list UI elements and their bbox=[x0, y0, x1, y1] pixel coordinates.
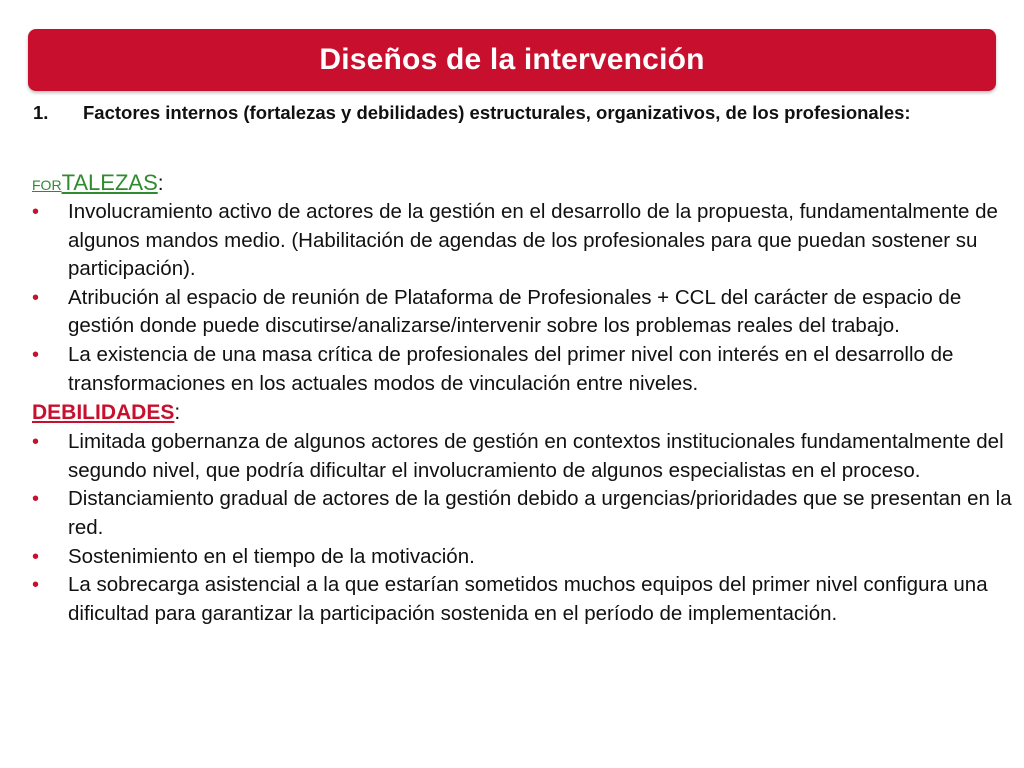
bullet-icon: • bbox=[32, 201, 40, 223]
heading-text: Factores internos (fortalezas y debilidades) estructurales, organizativos, de los profesionales: bbox=[83, 102, 911, 123]
debilidades-item-2 bbox=[32, 485, 1012, 542]
debilidades-title bbox=[32, 398, 1012, 428]
debilidades-item-3 bbox=[32, 543, 1012, 572]
debilidades-item-text: Distanciamiento gradual de actores de la gestión debido a urgencias/prioridades que se presentan en la red. bbox=[68, 487, 1012, 539]
debilidades-label: DEBILIDADES bbox=[32, 401, 175, 425]
bullet-icon: • bbox=[32, 286, 40, 309]
bullet-icon: • bbox=[32, 488, 40, 511]
fortalezas-label-big: TALEZAS bbox=[61, 170, 158, 195]
slide-title: Diseños de la intervención bbox=[319, 43, 705, 76]
title-banner bbox=[28, 29, 996, 91]
bullet-icon: • bbox=[32, 574, 40, 597]
fortalezas-item-2 bbox=[32, 284, 1012, 341]
bullet-icon: • bbox=[32, 431, 40, 454]
slide-content bbox=[32, 168, 1012, 628]
fortalezas-item-3 bbox=[32, 341, 1012, 398]
debilidades-item-4 bbox=[32, 571, 1012, 628]
heading-number: 1. bbox=[33, 102, 49, 123]
debilidades-item-text: Limitada gobernanza de algunos actores de gestión en contextos institucionales fundamentalmente del segundo nivel, que podría dificultar el involucramiento de algunos especialistas en el proceso. bbox=[68, 430, 1004, 482]
fortalezas-item-1 bbox=[32, 198, 1012, 284]
fortalezas-item-text: La existencia de una masa crítica de profesionales del primer nivel con interés en el desarrollo de transformaciones en los actuales modos de vinculación entre niveles. bbox=[68, 342, 954, 395]
fortalezas-colon: : bbox=[157, 172, 164, 195]
fortalezas-item-text: Atribución al espacio de reunión de Plataforma de Profesionales + CCL del carácter de espacio de gestión donde puede discutirse/analizarse/intervenir sobre los problemas reales del trabajo. bbox=[68, 285, 962, 338]
debilidades-item-text: Sostenimiento en el tiempo de la motivación. bbox=[68, 544, 475, 568]
debilidades-item-1 bbox=[32, 428, 1012, 485]
section-heading bbox=[33, 100, 993, 125]
fortalezas-item-text: Involucramiento activo de actores de la gestión en el desarrollo de la propuesta, fundamentalmente de algunos mandos medio. (Habilitación de agendas de los profesionales para que puedan sostener su participación). bbox=[68, 200, 998, 281]
bullet-icon: • bbox=[32, 545, 40, 568]
fortalezas-title bbox=[32, 168, 1012, 198]
debilidades-item-text: La sobrecarga asistencial a la que estarían sometidos muchos equipos del primer nivel configura una dificultad para garantizar la participación sostenida en el período de implementación. bbox=[68, 573, 988, 625]
fortalezas-label-small: FOR bbox=[32, 177, 62, 193]
debilidades-colon: : bbox=[174, 401, 181, 425]
bullet-icon: • bbox=[32, 343, 40, 366]
